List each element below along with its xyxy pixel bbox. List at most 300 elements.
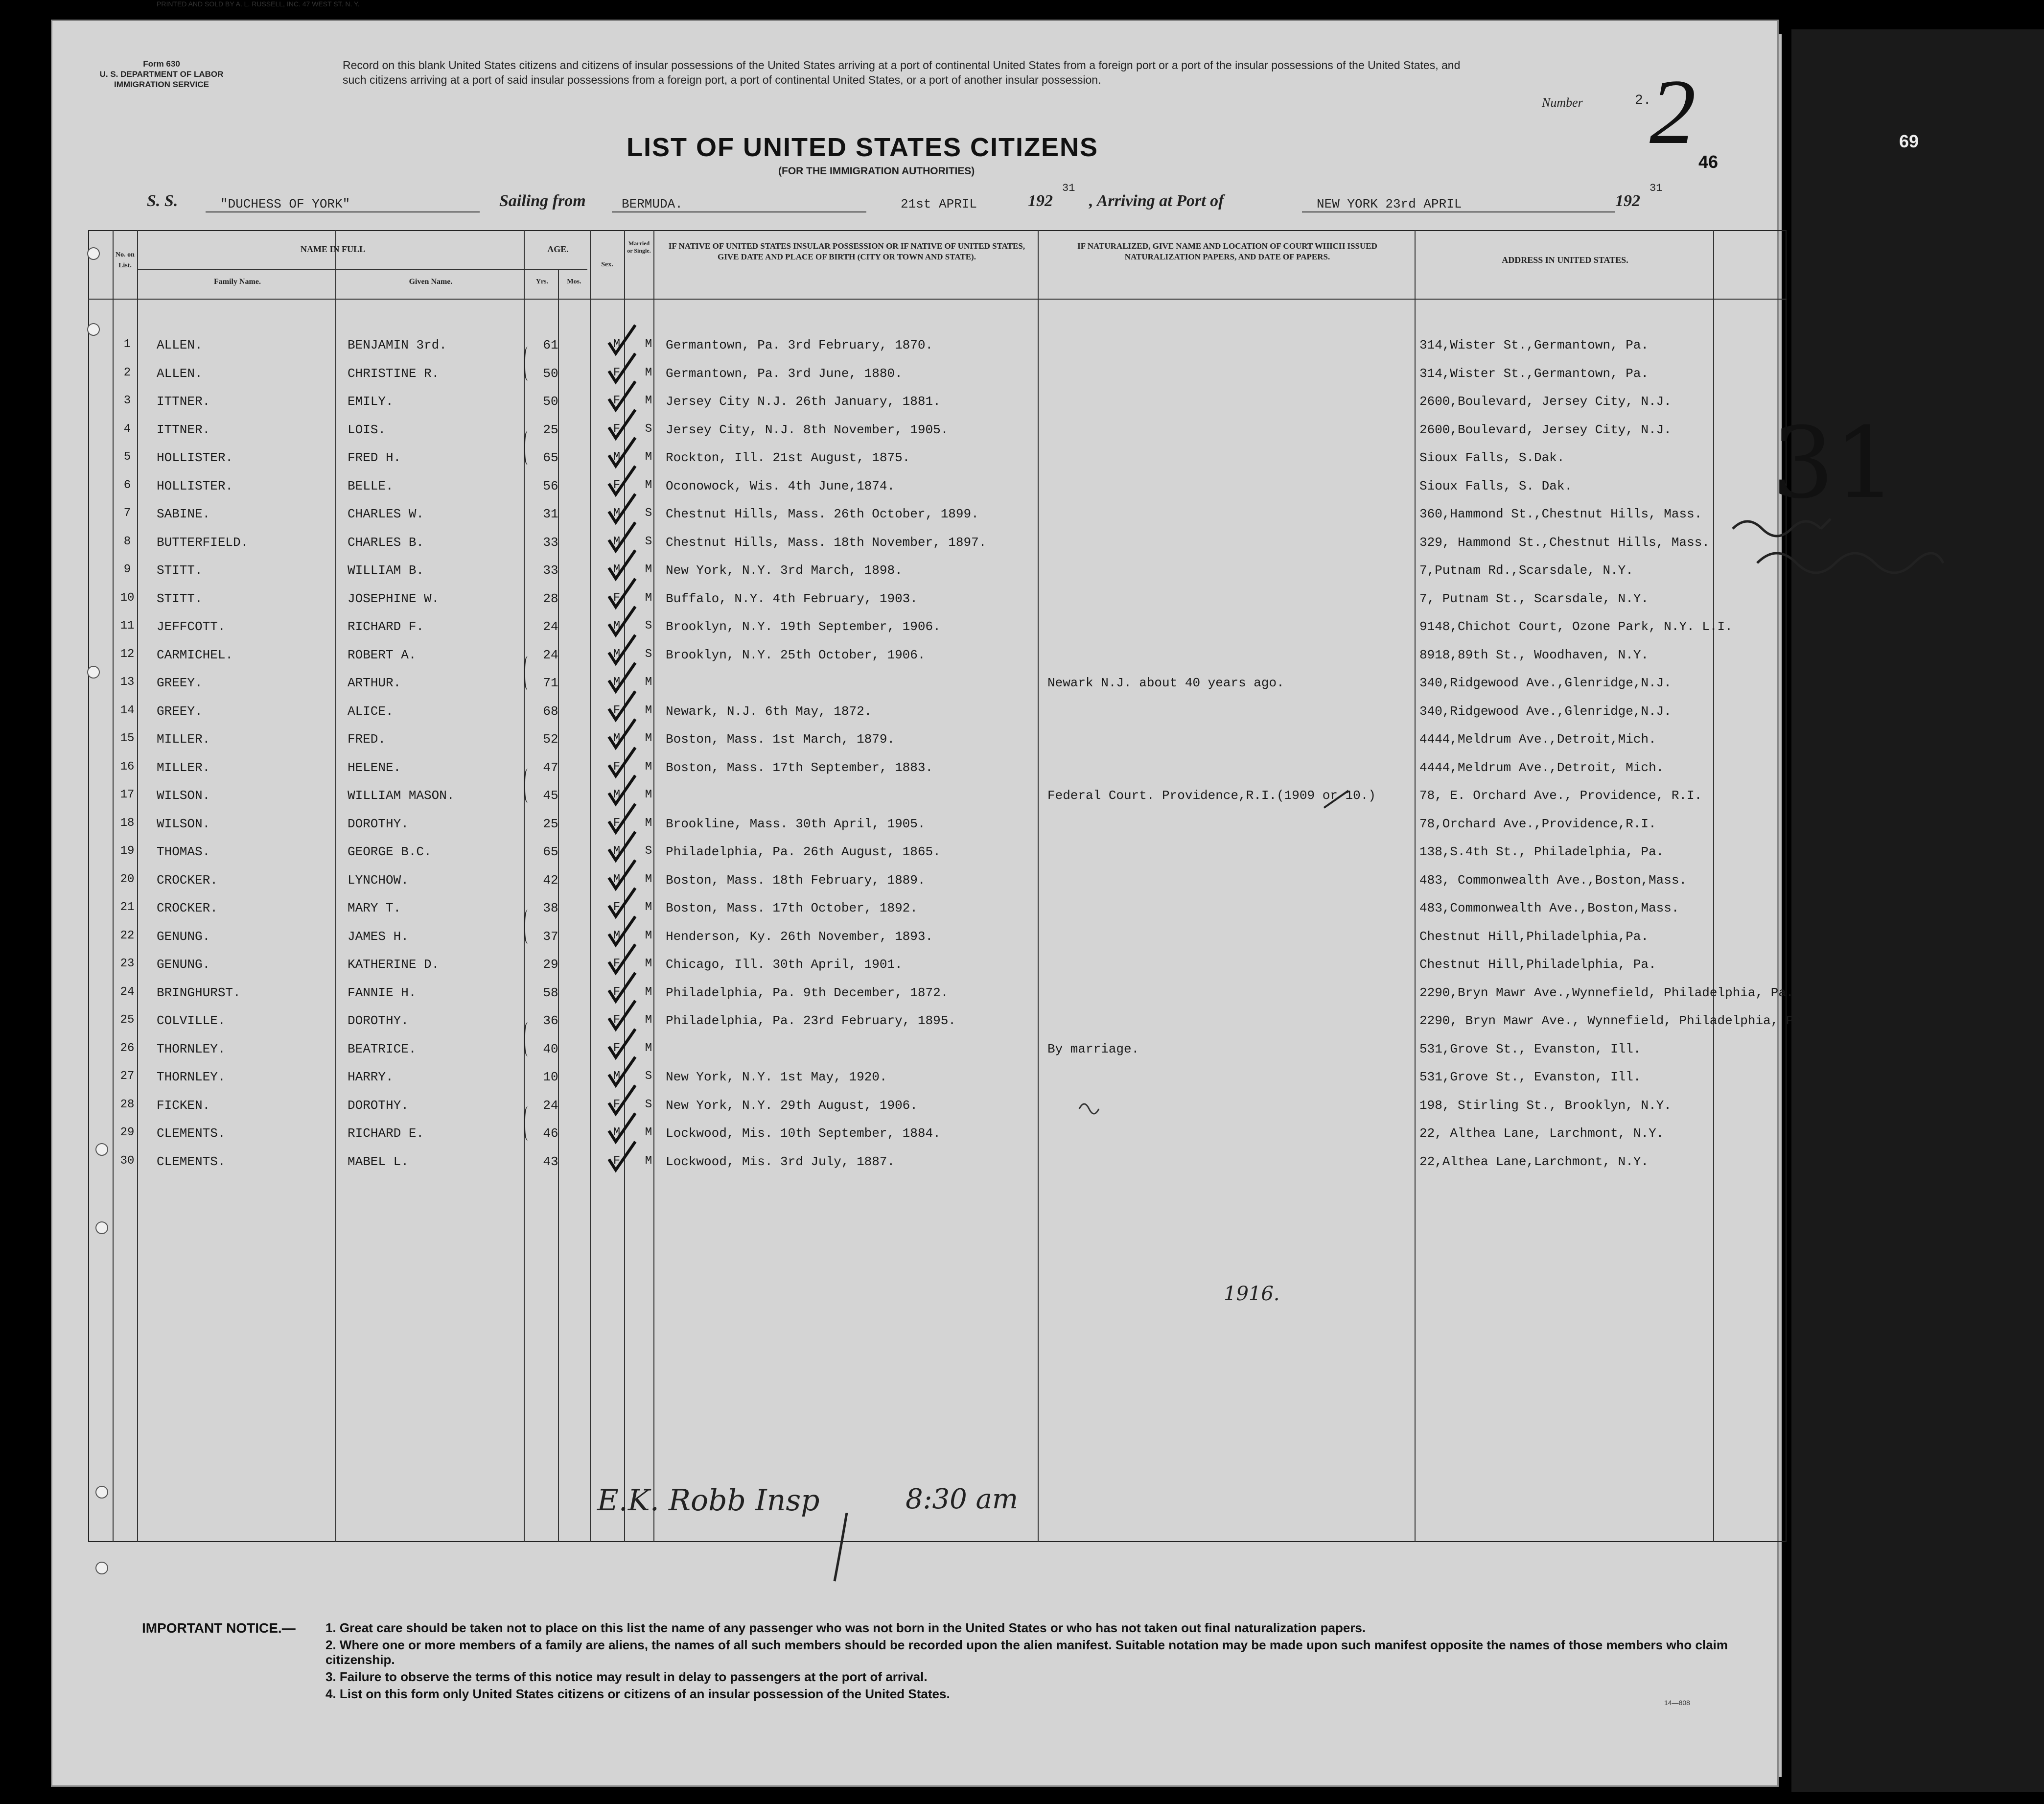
cell-birth: Boston, Mass. 17th October, 1892. bbox=[666, 901, 918, 915]
cell-addr: 7, Putnam St., Scarsdale, N.Y. bbox=[1419, 591, 1649, 606]
cell-addr: Sioux Falls, S. Dak. bbox=[1419, 478, 1573, 493]
cell-given: BEATRICE. bbox=[348, 1041, 417, 1056]
family-bracket bbox=[524, 910, 534, 944]
table-row bbox=[88, 563, 1787, 592]
cell-given: FRED. bbox=[348, 732, 386, 747]
ship-name: "DUCHESS OF YORK" bbox=[220, 197, 350, 211]
cell-yrs: 36 bbox=[543, 1013, 558, 1028]
col-header-sex: Sex. bbox=[601, 261, 613, 268]
ss-label: S. S. bbox=[147, 192, 178, 210]
table-row bbox=[88, 760, 1787, 790]
cell-yrs: 25 bbox=[543, 422, 558, 437]
family-bracket bbox=[524, 1106, 534, 1141]
cell-mar: M bbox=[645, 1126, 652, 1139]
cell-family: CLEMENTS. bbox=[157, 1126, 226, 1141]
notice-item-4: 4. List on this form only United States citizens or citizens of an insular possession of the United States. bbox=[325, 1687, 950, 1701]
cell-addr: 483,Commonwealth Ave.,Boston,Mass. bbox=[1419, 901, 1679, 915]
check-mark-icon bbox=[607, 1140, 637, 1174]
notice-item-1: 1. Great care should be taken not to place on this list the name of any passenger who was not born in the United States or who has not taken out final naturalization papers. bbox=[325, 1620, 1366, 1635]
cell-addr: 2290, Bryn Mawr Ave., Wynnefield, Philadelphia, Pa. bbox=[1419, 1013, 1809, 1028]
arrival-port-date: NEW YORK 23rd APRIL bbox=[1317, 197, 1462, 211]
table-row bbox=[88, 1070, 1787, 1099]
cell-birth: Rockton, Ill. 21st August, 1875. bbox=[666, 450, 910, 465]
cell-yrs: 24 bbox=[543, 1098, 558, 1113]
cell-addr: 4444,Meldrum Ave.,Detroit,Mich. bbox=[1419, 732, 1656, 747]
cell-family: BRINGHURST. bbox=[157, 985, 241, 1000]
cell-given: ALICE. bbox=[348, 703, 394, 719]
cell-given: BENJAMIN 3rd. bbox=[348, 338, 447, 352]
table-row bbox=[88, 1013, 1809, 1043]
cell-no: 7 bbox=[123, 507, 131, 520]
cell-yrs: 56 bbox=[543, 478, 558, 493]
cell-sex: F bbox=[613, 394, 621, 407]
cell-sex: M bbox=[613, 563, 621, 576]
cell-addr: 314,Wister St.,Germantown, Pa. bbox=[1419, 366, 1649, 381]
page-subtitle: (FOR THE IMMIGRATION AUTHORITIES) bbox=[778, 165, 975, 177]
cell-mar: M bbox=[645, 901, 652, 914]
cell-mar: M bbox=[645, 478, 652, 492]
cell-birth: Brooklyn, N.Y. 19th September, 1906. bbox=[666, 619, 941, 634]
cell-mar: M bbox=[645, 760, 652, 773]
cell-yrs: 43 bbox=[543, 1154, 558, 1169]
cell-mar: M bbox=[645, 957, 652, 970]
cell-yrs: 37 bbox=[543, 929, 558, 944]
cell-no: 24 bbox=[120, 985, 135, 999]
table-row bbox=[88, 366, 1787, 396]
cell-addr: 2600,Boulevard, Jersey City, N.J. bbox=[1419, 394, 1672, 409]
cell-sex: M bbox=[613, 647, 621, 661]
table-row bbox=[88, 704, 1787, 733]
table-row bbox=[88, 732, 1787, 761]
cell-sex: F bbox=[613, 422, 621, 436]
header-bottom-line bbox=[88, 299, 1787, 300]
cell-yrs: 68 bbox=[543, 703, 558, 719]
cell-family: BUTTERFIELD. bbox=[157, 535, 249, 550]
cell-mar: S bbox=[645, 647, 652, 661]
cell-family: COLVILLE. bbox=[157, 1013, 226, 1028]
cell-addr: 138,S.4th St., Philadelphia, Pa. bbox=[1419, 844, 1664, 859]
cell-family: THORNLEY. bbox=[157, 1070, 226, 1084]
cell-given: MARY T. bbox=[348, 901, 401, 915]
table-row bbox=[88, 873, 1787, 902]
cell-no: 29 bbox=[120, 1126, 135, 1139]
cell-birth: Philadelphia, Pa. 9th December, 1872. bbox=[666, 985, 949, 1000]
cell-addr: 22, Althea Lane, Larchmont, N.Y. bbox=[1419, 1126, 1664, 1141]
cell-no: 5 bbox=[123, 450, 131, 464]
cell-yrs: 52 bbox=[543, 732, 558, 747]
col-header-birthplace: IF NATIVE OF UNITED STATES INSULAR POSSESSION OR IF NATIVE OF UNITED STATES, GIVE DATE AND PLACE OF BIRTH (CITY OR TOWN AND STATE). bbox=[668, 241, 1025, 261]
cell-birth: Boston, Mass. 18th February, 1889. bbox=[666, 872, 926, 888]
cell-birth: Germantown, Pa. 3rd June, 1880. bbox=[666, 366, 903, 381]
cell-sex: M bbox=[613, 450, 621, 464]
cell-family: STITT. bbox=[157, 591, 203, 606]
cell-no: 15 bbox=[120, 732, 135, 745]
cell-yrs: 50 bbox=[543, 394, 558, 409]
cell-addr: 483, Commonwealth Ave.,Boston,Mass. bbox=[1419, 872, 1687, 888]
col-header-mos: Mos. bbox=[567, 278, 581, 285]
cell-family: CLEMENTS. bbox=[157, 1154, 226, 1169]
cell-addr: 22,Althea Lane,Larchmont, N.Y. bbox=[1419, 1154, 1649, 1169]
cell-birth: Oconowock, Wis. 4th June,1874. bbox=[666, 478, 895, 493]
cell-addr: 340,Ridgewood Ave.,Glenridge,N.J. bbox=[1419, 676, 1672, 690]
cell-birth: Germantown, Pa. 3rd February, 1870. bbox=[666, 338, 933, 352]
cell-family: CROCKER. bbox=[157, 872, 218, 888]
cell-given: ROBERT A. bbox=[348, 647, 417, 662]
sailing-year-prefix: 192 bbox=[1028, 192, 1053, 210]
table-row bbox=[88, 338, 1787, 367]
record-instructions: Record on this blank United States citizens and citizens of insular possessions of the United States arriving at a port of continental United States from a foreign port or a port of the insular possessions of the United States, and such citizens arriving at a port of said insular possessions from a foreign port, a port of continental United States, or a port of another insular possession. bbox=[343, 59, 1461, 86]
margin-mark bbox=[1077, 1097, 1106, 1116]
number-value: 2. bbox=[1635, 93, 1651, 108]
cell-sex: F bbox=[613, 1098, 621, 1111]
cell-birth: Boston, Mass. 1st March, 1879. bbox=[666, 732, 895, 747]
col-header-family-name: Family Name. bbox=[214, 278, 261, 286]
cell-addr: 2290,Bryn Mawr Ave.,Wynnefield, Philadelphia, Pa. bbox=[1419, 985, 1794, 1000]
cell-family: THOMAS. bbox=[157, 844, 210, 859]
cell-no: 2 bbox=[123, 366, 131, 379]
col-header-address: ADDRESS IN UNITED STATES. bbox=[1502, 255, 1628, 265]
sailing-date: 21st APRIL bbox=[901, 197, 977, 211]
department-name: U. S. DEPARTMENT OF LABOR bbox=[99, 70, 224, 79]
cell-mar: S bbox=[645, 619, 652, 633]
cell-family: JEFFCOTT. bbox=[157, 619, 226, 634]
cell-birth: Brookline, Mass. 30th April, 1905. bbox=[666, 816, 926, 831]
cell-given: HELENE. bbox=[348, 760, 401, 775]
cell-family: GREEY. bbox=[157, 703, 203, 719]
table-row bbox=[88, 901, 1787, 930]
cell-no: 6 bbox=[123, 478, 131, 492]
table-row bbox=[88, 929, 1787, 959]
cell-no: 1 bbox=[123, 338, 131, 351]
page-stamp: 46 bbox=[1698, 152, 1719, 172]
cell-addr: 340,Ridgewood Ave.,Glenridge,N.J. bbox=[1419, 703, 1672, 719]
table-row bbox=[88, 985, 1794, 1015]
cell-yrs: 33 bbox=[543, 535, 558, 550]
cell-no: 8 bbox=[123, 535, 131, 548]
corner-stamp: 69 bbox=[1899, 131, 1919, 151]
cell-sex: M bbox=[613, 844, 621, 858]
cell-yrs: 47 bbox=[543, 760, 558, 775]
cell-mar: M bbox=[645, 563, 652, 576]
cell-sex: F bbox=[613, 591, 621, 605]
cell-sex: M bbox=[613, 732, 621, 745]
cell-given: BELLE. bbox=[348, 478, 394, 493]
form-code: 14—808 bbox=[1664, 1699, 1690, 1707]
cell-family: ALLEN. bbox=[157, 366, 203, 381]
cell-addr: 198, Stirling St., Brooklyn, N.Y. bbox=[1419, 1098, 1672, 1113]
cell-mar: M bbox=[645, 450, 652, 464]
cell-mar: S bbox=[645, 422, 652, 436]
cell-family: ALLEN. bbox=[157, 338, 203, 352]
table-row bbox=[88, 788, 1787, 818]
cell-mar: M bbox=[645, 394, 652, 407]
cell-sex: M bbox=[613, 929, 621, 942]
table-row bbox=[88, 957, 1787, 986]
cell-yrs: 33 bbox=[543, 563, 558, 578]
cell-given: HARRY. bbox=[348, 1070, 394, 1084]
service-name: IMMIGRATION SERVICE bbox=[114, 80, 209, 89]
cell-birth: Jersey City, N.J. 8th November, 1905. bbox=[666, 422, 949, 437]
cell-given: FANNIE H. bbox=[348, 985, 417, 1000]
cell-yrs: 42 bbox=[543, 872, 558, 888]
inspector-signature: E.K. Robb Insp bbox=[597, 1483, 820, 1518]
table-row bbox=[88, 507, 1787, 536]
cell-no: 12 bbox=[120, 647, 135, 661]
cell-nat: Federal Court. Providence,R.I.(1909 or 10.) bbox=[1047, 788, 1376, 803]
cell-addr: Sioux Falls, S.Dak. bbox=[1419, 450, 1565, 465]
form-identification bbox=[64, 59, 259, 90]
cell-addr: 314,Wister St.,Germantown, Pa. bbox=[1419, 338, 1649, 352]
cell-given: WILLIAM B. bbox=[348, 563, 424, 578]
cell-yrs: 50 bbox=[543, 366, 558, 381]
cell-mar: M bbox=[645, 788, 652, 801]
cell-yrs: 45 bbox=[543, 788, 558, 803]
cell-no: 18 bbox=[120, 816, 135, 830]
family-bracket bbox=[524, 1022, 534, 1056]
margin-scrawl bbox=[1723, 509, 1948, 587]
cell-nat: By marriage. bbox=[1047, 1041, 1139, 1056]
cell-given: WILLIAM MASON. bbox=[348, 788, 455, 803]
cell-no: 17 bbox=[120, 788, 135, 801]
cell-no: 28 bbox=[120, 1098, 135, 1111]
cell-sex: M bbox=[613, 507, 621, 520]
cell-family: THORNLEY. bbox=[157, 1041, 226, 1056]
page-title: LIST OF UNITED STATES CITIZENS bbox=[627, 133, 1098, 162]
tick-mark bbox=[1322, 788, 1351, 813]
cell-mar: S bbox=[645, 507, 652, 520]
arrival-year-suffix: 31 bbox=[1649, 182, 1663, 194]
cell-family: FICKEN. bbox=[157, 1098, 210, 1113]
cell-no: 13 bbox=[120, 676, 135, 689]
cell-mar: M bbox=[645, 676, 652, 689]
cell-sex: M bbox=[613, 676, 621, 689]
cell-given: LOIS. bbox=[348, 422, 386, 437]
cell-yrs: 38 bbox=[543, 901, 558, 915]
binder-hole bbox=[95, 1221, 108, 1234]
arrival-underline bbox=[1302, 211, 1615, 212]
col-header-no: No. on List. bbox=[116, 251, 135, 269]
cell-sex: F bbox=[613, 1154, 621, 1168]
cell-family: HOLLISTER. bbox=[157, 478, 233, 493]
cell-sex: M bbox=[613, 1070, 621, 1083]
cell-no: 26 bbox=[120, 1041, 135, 1055]
cell-mar: M bbox=[645, 816, 652, 830]
cell-given: KATHERINE D. bbox=[348, 957, 440, 972]
inspection-time: 8:30 am bbox=[906, 1483, 1019, 1515]
cell-addr: 9148,Chichot Court, Ozone Park, N.Y. L.I. bbox=[1419, 619, 1733, 634]
cell-addr: 7,Putnam Rd.,Scarsdale, N.Y. bbox=[1419, 563, 1633, 578]
cell-yrs: 24 bbox=[543, 647, 558, 662]
table-row bbox=[88, 844, 1787, 874]
table-row bbox=[88, 450, 1787, 480]
table-row bbox=[88, 422, 1787, 452]
table-row bbox=[88, 1098, 1787, 1127]
cell-addr: 329, Hammond St.,Chestnut Hills, Mass. bbox=[1419, 535, 1710, 550]
cell-birth: New York, N.Y. 1st May, 1920. bbox=[666, 1070, 887, 1084]
cell-no: 20 bbox=[120, 872, 135, 886]
cell-mar: S bbox=[645, 1098, 652, 1111]
cell-family: CROCKER. bbox=[157, 901, 218, 915]
cell-birth: Henderson, Ky. 26th November, 1893. bbox=[666, 929, 933, 944]
cell-family: CARMICHEL. bbox=[157, 647, 233, 662]
table-row bbox=[88, 1154, 1787, 1184]
cell-birth: New York, N.Y. 29th August, 1906. bbox=[666, 1098, 918, 1113]
cell-given: RICHARD F. bbox=[348, 619, 424, 634]
cell-yrs: 28 bbox=[543, 591, 558, 606]
binder-hole bbox=[95, 1486, 108, 1499]
cell-given: RICHARD E. bbox=[348, 1126, 424, 1141]
col-header-yrs: Yrs. bbox=[535, 278, 549, 285]
cell-yrs: 31 bbox=[543, 507, 558, 521]
cell-sex: F bbox=[613, 1041, 621, 1055]
cell-birth: Boston, Mass. 17th September, 1883. bbox=[666, 760, 933, 775]
cell-family: MILLER. bbox=[157, 732, 210, 747]
family-bracket bbox=[524, 769, 534, 803]
cell-no: 25 bbox=[120, 1013, 135, 1027]
cell-birth: Chestnut Hills, Mass. 26th October, 1899. bbox=[666, 507, 979, 521]
cell-yrs: 24 bbox=[543, 619, 558, 634]
cell-family: HOLLISTER. bbox=[157, 450, 233, 465]
table-row bbox=[88, 1042, 1787, 1071]
cell-sex: M bbox=[613, 619, 621, 633]
cell-yrs: 10 bbox=[543, 1070, 558, 1084]
cell-family: MILLER. bbox=[157, 760, 210, 775]
cell-no: 21 bbox=[120, 901, 135, 914]
notice-item-3: 3. Failure to observe the terms of this notice may result in delay to passengers at the port of arrival. bbox=[325, 1669, 928, 1684]
cell-addr: 531,Grove St., Evanston, Ill. bbox=[1419, 1070, 1641, 1084]
cell-birth: Lockwood, Mis. 10th September, 1884. bbox=[666, 1126, 941, 1141]
cell-no: 14 bbox=[120, 703, 135, 717]
cell-no: 30 bbox=[120, 1154, 135, 1168]
cell-sex: F bbox=[613, 478, 621, 492]
cell-mar: M bbox=[645, 1154, 652, 1168]
cell-birth: Newark, N.J. 6th May, 1872. bbox=[666, 703, 872, 719]
cell-birth: Chicago, Ill. 30th April, 1901. bbox=[666, 957, 903, 972]
cell-addr: 360,Hammond St.,Chestnut Hills, Mass. bbox=[1419, 507, 1702, 521]
cell-no: 4 bbox=[123, 422, 131, 436]
cell-given: GEORGE B.C. bbox=[348, 844, 432, 859]
cell-addr: 78, E. Orchard Ave., Providence, R.I. bbox=[1419, 788, 1702, 803]
cell-no: 9 bbox=[123, 563, 131, 576]
cell-sex: M bbox=[613, 1126, 621, 1139]
cell-addr: 8918,89th St., Woodhaven, N.Y. bbox=[1419, 647, 1649, 662]
cell-mar: M bbox=[645, 1041, 652, 1055]
margin-number: 31 bbox=[1772, 406, 1897, 520]
cell-addr: Chestnut Hill,Philadelphia, Pa. bbox=[1419, 957, 1656, 972]
cell-no: 11 bbox=[120, 619, 135, 633]
cell-birth: Buffalo, N.Y. 4th February, 1903. bbox=[666, 591, 918, 606]
cell-given: CHARLES W. bbox=[348, 507, 424, 521]
form-number: Form 630 bbox=[143, 59, 180, 69]
cell-mar: M bbox=[645, 338, 652, 351]
cell-family: ITTNER. bbox=[157, 422, 210, 437]
col-header-name-in-full: NAME IN FULL bbox=[300, 244, 365, 254]
binder-hole bbox=[95, 1143, 108, 1156]
cell-addr: Chestnut Hill,Philadelphia,Pa. bbox=[1419, 929, 1649, 944]
sailing-year-suffix: 31 bbox=[1062, 182, 1075, 194]
cell-mar: M bbox=[645, 985, 652, 999]
cell-sex: F bbox=[613, 760, 621, 773]
cell-addr: 2600,Boulevard, Jersey City, N.J. bbox=[1419, 422, 1672, 437]
cell-sex: M bbox=[613, 338, 621, 351]
cell-family: ITTNER. bbox=[157, 394, 210, 409]
cell-family: WILSON. bbox=[157, 788, 210, 803]
cell-mar: M bbox=[645, 703, 652, 717]
cell-given: EMILY. bbox=[348, 394, 394, 409]
col-header-married: Married or Single. bbox=[627, 240, 651, 254]
cell-sex: F bbox=[613, 957, 621, 970]
cell-sex: F bbox=[613, 816, 621, 830]
cell-yrs: 25 bbox=[543, 816, 558, 831]
binder-hole bbox=[87, 323, 100, 336]
cell-sex: F bbox=[613, 901, 621, 914]
cell-given: FRED H. bbox=[348, 450, 401, 465]
cell-given: MABEL L. bbox=[348, 1154, 409, 1169]
cell-sex: M bbox=[613, 788, 621, 801]
cell-no: 10 bbox=[120, 591, 135, 605]
signature-tail bbox=[827, 1513, 857, 1586]
cell-addr: 78,Orchard Ave.,Providence,R.I. bbox=[1419, 816, 1656, 831]
cell-given: CHARLES B. bbox=[348, 535, 424, 550]
sailing-underline bbox=[612, 211, 866, 212]
table-row bbox=[88, 479, 1787, 508]
cell-mar: S bbox=[645, 844, 652, 858]
col-header-age: AGE. bbox=[547, 244, 569, 254]
cell-mar: M bbox=[645, 1013, 652, 1027]
cell-given: DOROTHY. bbox=[348, 1013, 409, 1028]
table-row bbox=[88, 394, 1787, 423]
cell-addr: 531,Grove St., Evanston, Ill. bbox=[1419, 1041, 1641, 1056]
cell-family: GREEY. bbox=[157, 676, 203, 690]
cell-yrs: 65 bbox=[543, 844, 558, 859]
cell-mar: S bbox=[645, 535, 652, 548]
cell-yrs: 61 bbox=[543, 338, 558, 352]
cell-birth: New York, N.Y. 3rd March, 1898. bbox=[666, 563, 903, 578]
notice-label: IMPORTANT NOTICE.— bbox=[142, 1620, 296, 1636]
cell-sex: F bbox=[613, 985, 621, 999]
cell-yrs: 71 bbox=[543, 676, 558, 690]
cell-sex: F bbox=[613, 1013, 621, 1027]
family-bracket bbox=[524, 656, 534, 690]
cell-birth: Philadelphia, Pa. 23rd February, 1895. bbox=[666, 1013, 956, 1028]
cell-family: SABINE. bbox=[157, 507, 210, 521]
cell-yrs: 58 bbox=[543, 985, 558, 1000]
cell-given: DOROTHY. bbox=[348, 816, 409, 831]
arrival-year-prefix: 192 bbox=[1615, 192, 1640, 210]
cell-mar: S bbox=[645, 1070, 652, 1083]
cell-given: DOROTHY. bbox=[348, 1098, 409, 1113]
cell-birth: Jersey City N.J. 26th January, 1881. bbox=[666, 394, 941, 409]
table-row bbox=[88, 817, 1787, 846]
cell-mar: M bbox=[645, 366, 652, 379]
name-subheader-line bbox=[137, 269, 587, 270]
binder-hole bbox=[95, 1562, 108, 1574]
ship-underline bbox=[206, 211, 480, 212]
cell-given: CHRISTINE R. bbox=[348, 366, 440, 381]
table-row bbox=[88, 591, 1787, 621]
table-row bbox=[88, 619, 1787, 649]
cell-no: 16 bbox=[120, 760, 135, 773]
cell-given: LYNCHOW. bbox=[348, 872, 409, 888]
cell-yrs: 29 bbox=[543, 957, 558, 972]
family-bracket bbox=[524, 431, 534, 465]
binder-hole bbox=[87, 666, 100, 679]
cell-no: 19 bbox=[120, 844, 135, 858]
cell-sex: F bbox=[613, 366, 621, 379]
handwritten-list-number: 2 bbox=[1649, 61, 1696, 164]
cell-birth: Lockwood, Mis. 3rd July, 1887. bbox=[666, 1154, 895, 1169]
cell-birth: Philadelphia, Pa. 26th August, 1865. bbox=[666, 844, 941, 859]
